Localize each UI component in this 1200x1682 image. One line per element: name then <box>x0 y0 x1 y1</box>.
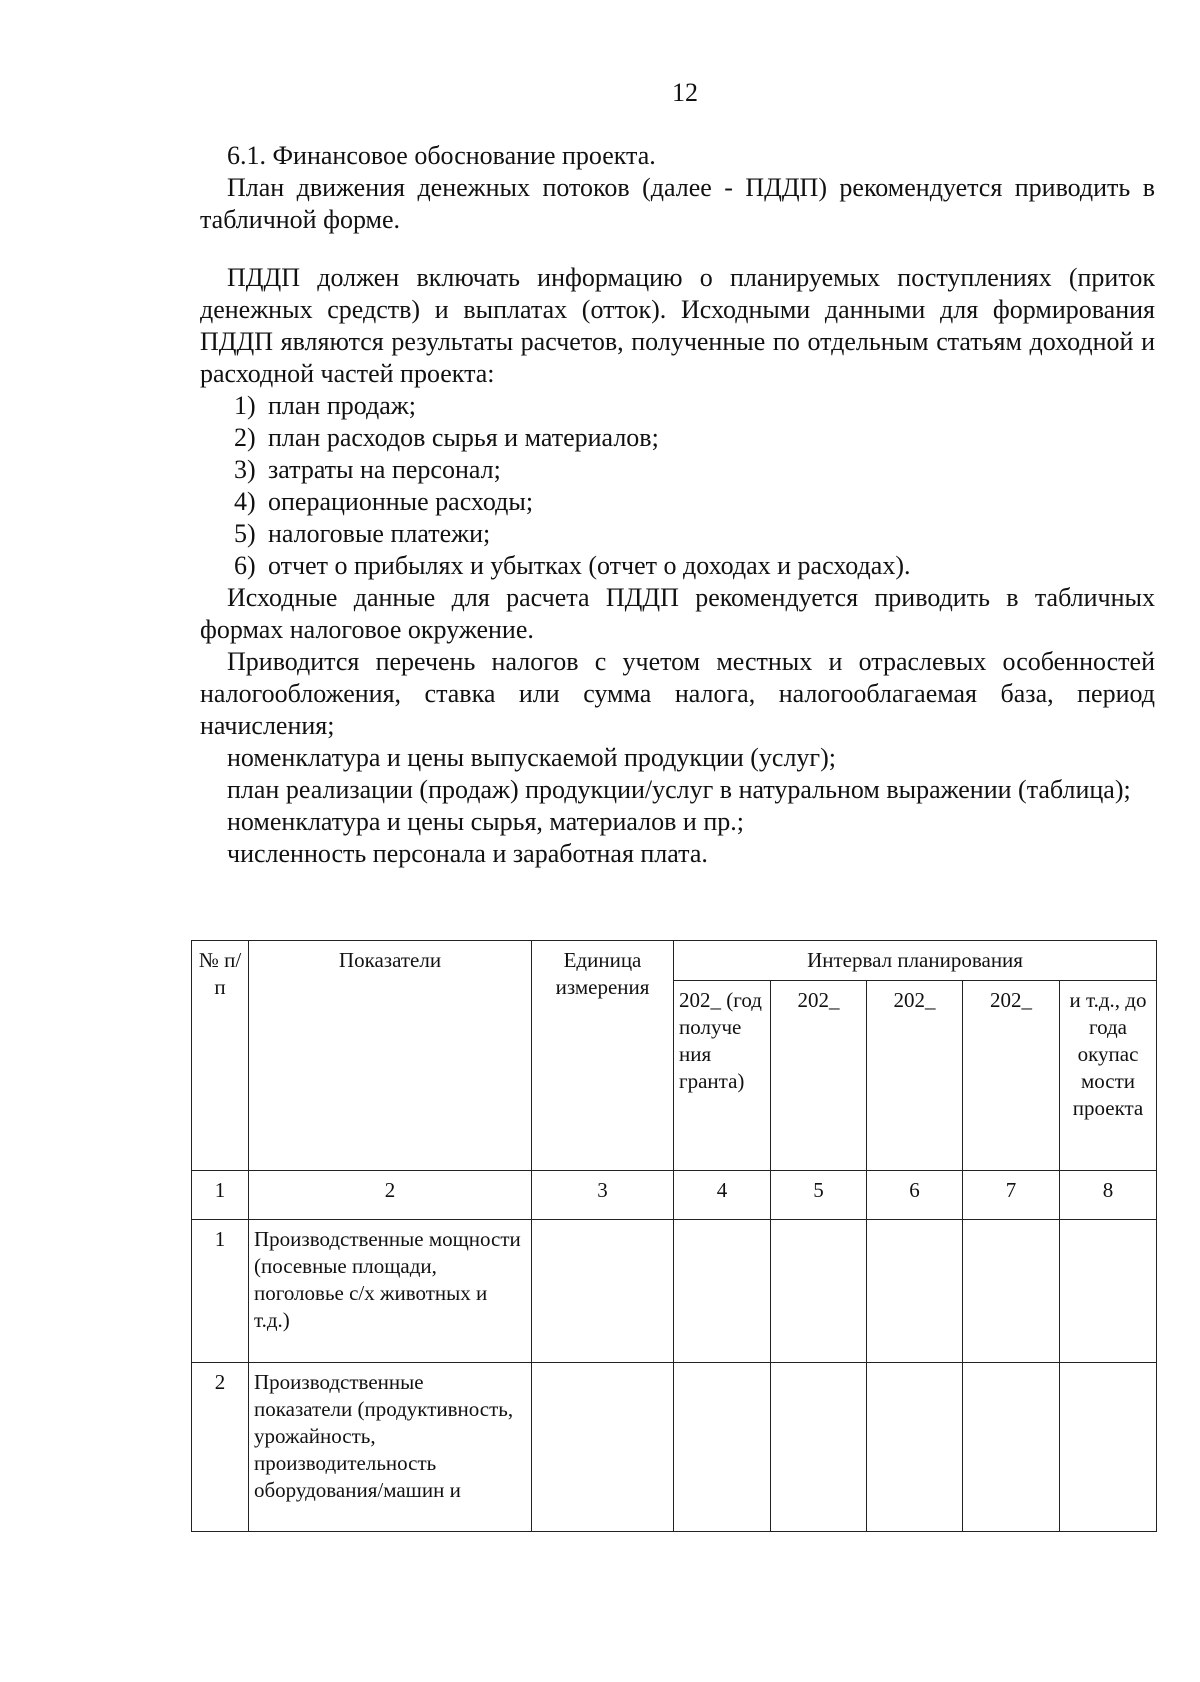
index-cell: 2 <box>249 1171 532 1220</box>
index-cell: 1 <box>192 1171 249 1220</box>
row-label: Производственные показатели (продуктивность, урожайность, производительность оборудования/машин и <box>249 1363 532 1532</box>
empty-cell <box>1060 1220 1157 1363</box>
pddp-table <box>191 940 1157 1532</box>
list-item: 3) затраты на персонал; <box>234 455 501 484</box>
section-heading: 6.1. Финансовое обоснование проекта. <box>227 141 656 170</box>
table-row <box>192 1171 1157 1220</box>
empty-cell <box>674 1220 771 1363</box>
header-year-2: 202_ <box>771 981 867 1171</box>
empty-cell <box>532 1220 674 1363</box>
row-num: 2 <box>192 1363 249 1532</box>
header-etc: и т.д., до года окупас мости проекта <box>1060 981 1157 1171</box>
list-item: 4) операционные расходы; <box>234 487 534 516</box>
empty-cell <box>963 1220 1060 1363</box>
page-number: 12 <box>672 78 698 107</box>
body-text <box>200 140 1155 870</box>
header-indicators: Показатели <box>249 941 532 1171</box>
staff-paragraph: численность персонала и заработная плата. <box>227 839 708 868</box>
intro-paragraph: План движения денежных потоков (далее - ПДДП) рекомендуется приводить в табличной форме. <box>200 173 1155 234</box>
index-cell: 6 <box>867 1171 963 1220</box>
empty-cell <box>867 1363 963 1532</box>
empty-cell <box>867 1220 963 1363</box>
list-item: 1) план продаж; <box>234 391 416 420</box>
index-cell: 4 <box>674 1171 771 1220</box>
header-year-4: 202_ <box>963 981 1060 1171</box>
empty-cell <box>532 1363 674 1532</box>
pddp-paragraph: ПДДП должен включать информацию о планируемых поступлениях (приток денежных средств) и выплатах (отток). Исходными данными для формирования ПДДП являются результаты расчетов, полученные по отдельным статьям доходной и расходной частей проекта: <box>200 263 1155 388</box>
empty-cell <box>771 1220 867 1363</box>
row-num: 1 <box>192 1220 249 1363</box>
source-data-list <box>200 390 1155 582</box>
source-data-paragraph: Исходные данные для расчета ПДДП рекомендуется приводить в табличных формах налоговое окружение. <box>200 583 1155 644</box>
empty-cell <box>1060 1363 1157 1532</box>
row-label: Производственные мощности (посевные площади, поголовье с/х животных и т.д.) <box>249 1220 532 1363</box>
products-paragraph: номенклатура и цены выпускаемой продукции (услуг); <box>227 743 836 772</box>
empty-cell <box>674 1363 771 1532</box>
sales-plan-paragraph: план реализации (продаж) продукции/услуг в натуральном выражении (таблица); <box>227 775 1131 804</box>
tax-paragraph: Приводится перечень налогов с учетом местных и отраслевых особенностей налогообложения, ставка или сумма налога, налогооблагаемая база, период начисления; <box>200 647 1155 740</box>
header-interval: Интервал планирования <box>674 941 1157 981</box>
index-cell: 5 <box>771 1171 867 1220</box>
materials-paragraph: номенклатура и цены сырья, материалов и пр.; <box>227 807 744 836</box>
empty-cell <box>963 1363 1060 1532</box>
list-item: 6) отчет о прибылях и убытках (отчет о доходах и расходах). <box>234 551 911 580</box>
table-row <box>192 1220 1157 1363</box>
index-cell: 8 <box>1060 1171 1157 1220</box>
header-unit: Единица измерения <box>532 941 674 1171</box>
empty-cell <box>771 1363 867 1532</box>
header-num: № п/п <box>192 941 249 1171</box>
index-cell: 3 <box>532 1171 674 1220</box>
header-year-1: 202_ (год получе ния гранта) <box>674 981 771 1171</box>
list-item: 2) план расходов сырья и материалов; <box>234 423 659 452</box>
list-item: 5) налоговые платежи; <box>234 519 491 548</box>
header-year-3: 202_ <box>867 981 963 1171</box>
index-cell: 7 <box>963 1171 1060 1220</box>
table-row <box>192 1363 1157 1532</box>
